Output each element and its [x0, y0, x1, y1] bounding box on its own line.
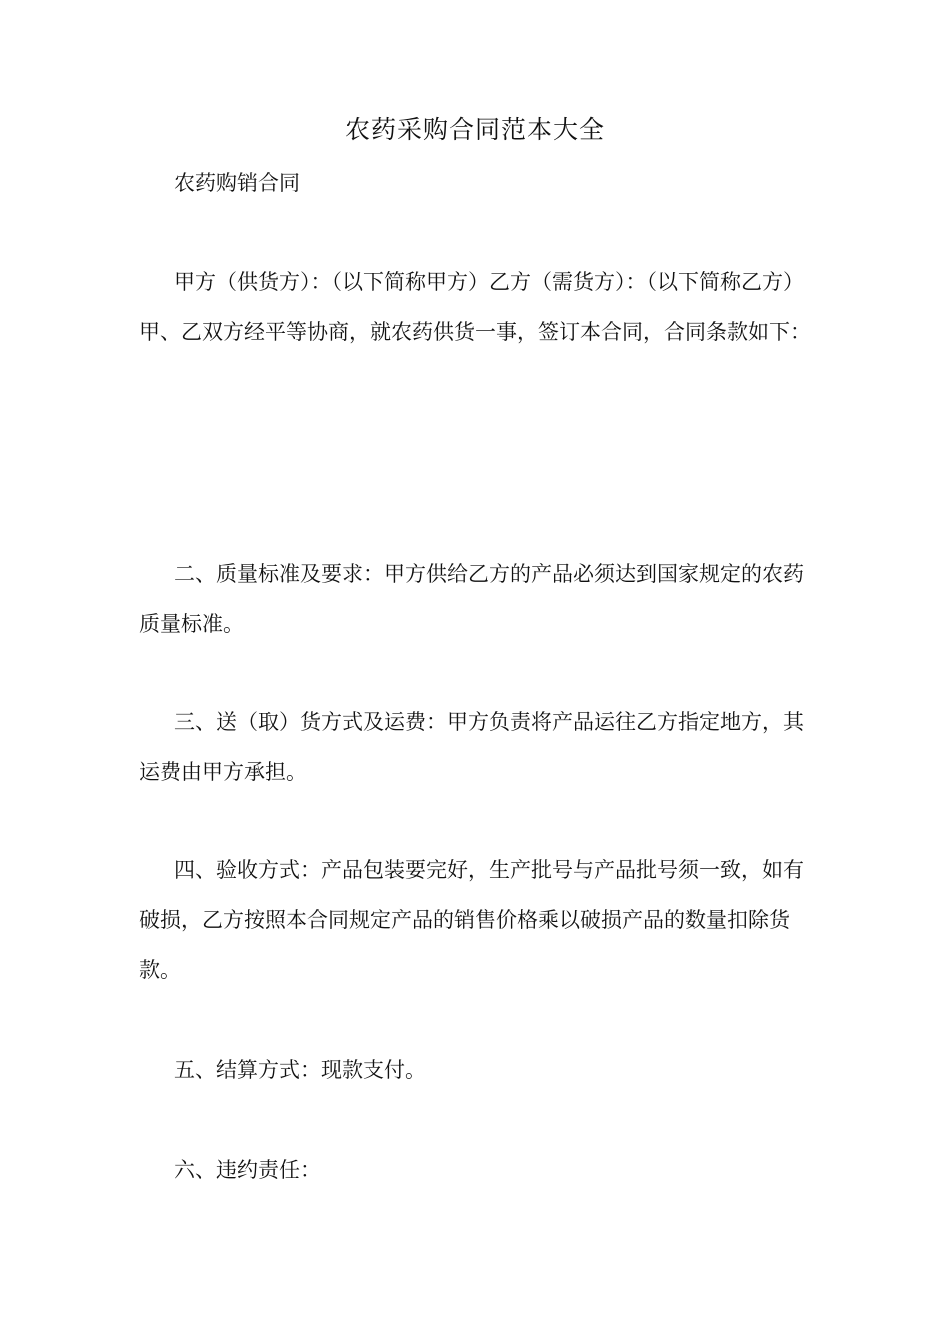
paragraph-quality-standard: 二、质量标准及要求：甲方供给乙方的产品必须达到国家规定的农药质量标准。	[139, 562, 804, 636]
paragraph-settlement: 五、结算方式：现款支付。	[174, 1058, 426, 1082]
paragraph-acceptance: 四、验收方式：产品包装要完好，生产批号与产品批号须一致，如有破损，乙方按照本合同规定产品的销售价格乘以破损产品的数量扣除货款。	[139, 858, 804, 982]
document-title: 农药采购合同范本大全	[344, 115, 605, 144]
paragraph-liability: 六、违约责任：	[174, 1158, 321, 1182]
paragraph-parties: 甲方（供货方）：（以下简称甲方）乙方（需货方）：（以下简称乙方）甲、乙双方经平等协商，就农药供货一事，签订本合同，合同条款如下：	[139, 270, 811, 344]
contract-subtitle: 农药购销合同	[174, 171, 300, 195]
paragraph-delivery: 三、送（取）货方式及运费：甲方负责将产品运往乙方指定地方，其运费由甲方承担。	[139, 710, 804, 784]
